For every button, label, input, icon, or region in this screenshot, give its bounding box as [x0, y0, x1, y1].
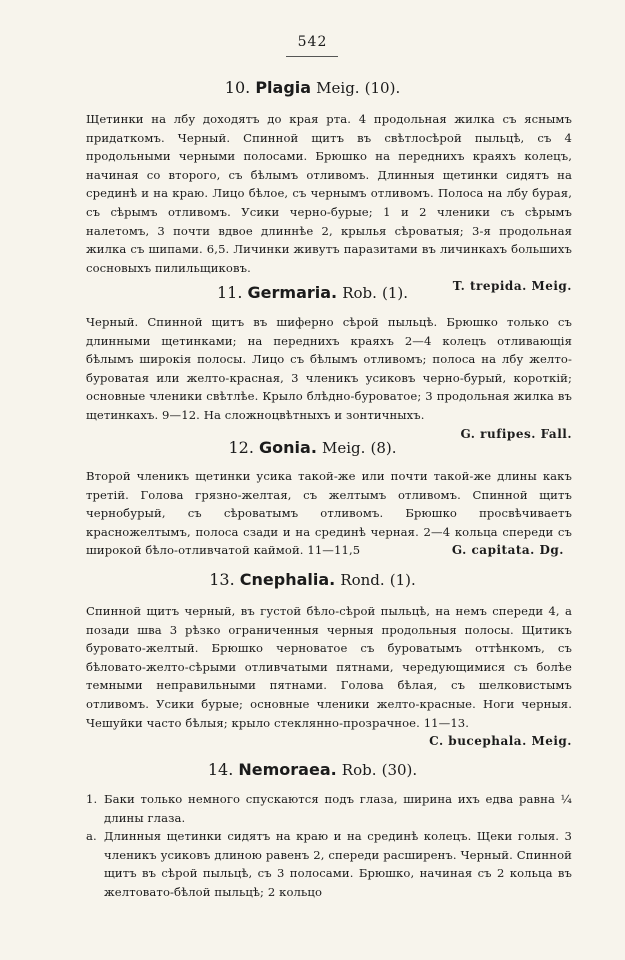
species-count: (8).: [370, 439, 397, 457]
genus-name: Plagia: [255, 78, 312, 97]
species-count: (30).: [381, 761, 418, 779]
page-number-rule: [286, 56, 338, 57]
key-item-marker: 1.: [86, 792, 98, 806]
section-number: 14.: [207, 760, 234, 779]
genus-author: Meig.: [322, 439, 366, 457]
key-item-marker: a.: [86, 829, 97, 844]
section-body: [86, 602, 572, 751]
genus-author: Meig.: [316, 79, 360, 97]
species-signature: G. rufipes. Fall.: [460, 426, 572, 441]
species-signature: C. bucephala. Meig.: [429, 734, 572, 749]
genus-author: Rob.: [341, 761, 377, 779]
species-count: (10).: [364, 79, 401, 97]
species-count: (1).: [389, 571, 416, 589]
genus-author: Rond.: [340, 571, 385, 589]
section-text: Черный. Спинной щитъ въ шиферно сѣрой пыльцѣ. Брюшко только съ длинными щетинками; на переднихъ краяхъ 2—4 колецъ отливающія бѣлымъ широкія полосы. Лицо съ бѣлымъ отливомъ; полоса на лбу желто-буроватая или желто-красная, 3 членикъ усиковъ черно-бурый, короткій; основные членики свѣтлѣе. Крыло блѣдно-буроватое; 3 продольная жилка въ щетинкахъ. 9—12. На сложноцвѣтныхъ и зонтичныхъ.: [86, 315, 572, 422]
key-item-text: Баки только немного спускаются подъ глаза, ширина ихъ едва равна ¼ длины глаза.: [104, 792, 572, 825]
genus-name: Cnephalia.: [239, 570, 336, 589]
section-body: [86, 110, 572, 296]
page-number: 542: [297, 34, 328, 50]
key-item: [86, 827, 572, 901]
section-text: Щетинки на лбу доходятъ до края рта. 4 продольная жилка съ яснымъ придаткомъ. Черный. Спинной щитъ въ свѣтлосѣрой пыльцѣ, съ 4 продольными черными полосами. Брюшко на переднихъ краяхъ колецъ, начиная со второго, съ бѣлымъ отливомъ. Длинныя щетинки сидятъ на срединѣ и на краю. Лицо бѣлое, съ чернымъ отливомъ. Полоса на лбу бурая, съ сѣрымъ отливомъ. Усики черно-бурые; 1 и 2 членики съ сѣрымъ налетомъ, 3 почти вдвое длиннѣе 2, крылья сѣроватыя; 3-я продольная жилка съ шипами. 6,5. Личинки живутъ паразитами въ личинкахъ большихъ сосновыхъ пилильщиковъ.: [86, 112, 572, 275]
section-text: Спинной щитъ черный, въ густой бѣло-сѣрой пыльцѣ, на немъ спереди 4, а позади шва 3 рѣзко ограниченныя черныя продольныя полосы. Щитикъ буровато-желтый. Брюшко черноватое съ буроватымъ оттѣнкомъ, съ бѣловато-желто-сѣрыми отливчатыми пятнами, чередующимися съ болѣе темными неправильными пятнами. Голова бѣлая, съ шелковистымъ отливомъ. Усики бурые; основные членики желто-красные. Ноги черныя. Чешуйки часто бѣлыя; крыло стеклянно-прозрачное. 11—13.: [86, 604, 572, 730]
section-number: 13.: [209, 570, 235, 589]
section-text: [86, 467, 572, 560]
section-body: [86, 467, 572, 560]
species-signature: T. trepida. Meig.: [452, 279, 572, 294]
section-number: 10.: [224, 78, 251, 97]
section-text-content: Второй членикъ щетинки усика такой-же или почти такой-же длины какъ третій. Голова грязно-желтая, съ желтымъ отливомъ. Спинной щитъ чернобурый, съ сѣроватымъ отливомъ. Брюшко просвѣчиваетъ красножелтымъ, полоса сзади и на срединѣ черная. 2—4 кольца спереди съ широкой бѣло-отливчатой каймой. 11—11,5: [86, 469, 572, 558]
section-number: 11.: [216, 283, 243, 302]
genus-author: Rob.: [342, 284, 377, 302]
key-item-text: Длинныя щетинки сидятъ на краю и на срединѣ колецъ. Щеки голыя. 3 членикъ усиковъ длиною равенъ 2, спереди расширенъ. Черный. Спинной щитъ въ сѣрой пыльцѣ, съ 3 полосами. Брюшко, начиная съ 2 кольца въ желтовато-бѣлой пыльцѣ; 2 кольцо: [104, 829, 572, 899]
genus-name: Nemoraea.: [238, 760, 337, 779]
section-heading: [0, 760, 625, 780]
section-heading: [0, 283, 625, 303]
species-count: (1).: [382, 284, 409, 302]
genus-name: Gonia.: [259, 438, 317, 457]
section-heading: [0, 438, 625, 458]
species-signature: G. capitata. Dg.: [451, 543, 564, 558]
genus-name: Germaria.: [247, 283, 338, 302]
section-heading: [0, 570, 625, 590]
section-body: [86, 313, 572, 443]
section-number: 12.: [228, 438, 254, 457]
section-heading: [0, 78, 625, 98]
key-item: [86, 790, 572, 827]
section-body: [86, 790, 572, 902]
